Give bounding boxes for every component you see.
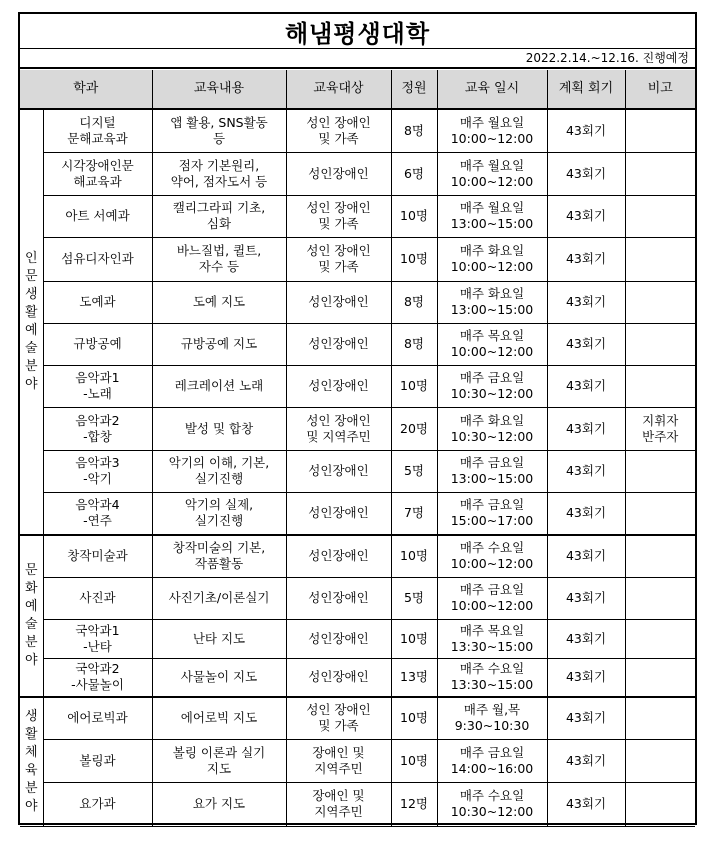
schedule-cell: 매주 화요일 10:30~12:00 bbox=[437, 407, 547, 450]
content-cell: 발성 및 합창 bbox=[152, 407, 286, 450]
content-cell: 악기의 이해, 기본, 실기진행 bbox=[152, 450, 286, 492]
note-cell bbox=[625, 492, 695, 535]
content-cell: 앱 활용, SNS활동 등 bbox=[152, 109, 286, 152]
capacity-cell: 8명 bbox=[391, 323, 437, 365]
sessions-cell: 43회기 bbox=[547, 697, 625, 739]
capacity-cell: 6명 bbox=[391, 152, 437, 195]
sessions-cell: 43회기 bbox=[547, 195, 625, 237]
dept-cell: 규방공예 bbox=[43, 323, 152, 365]
table-row bbox=[20, 782, 695, 826]
sessions-cell: 43회기 bbox=[547, 109, 625, 152]
table-row bbox=[20, 407, 695, 450]
course-table bbox=[20, 70, 695, 827]
target-cell: 성인장애인 bbox=[286, 658, 391, 697]
capacity-cell: 10명 bbox=[391, 619, 437, 658]
dept-cell: 음악과2 -합창 bbox=[43, 407, 152, 450]
schedule-cell: 매주 월,목 9:30~10:30 bbox=[437, 697, 547, 739]
header-content: 교육내용 bbox=[152, 70, 286, 109]
dept-cell: 국악과2 -사물놀이 bbox=[43, 658, 152, 697]
dept-cell: 디지털 문해교육과 bbox=[43, 109, 152, 152]
dept-cell: 사진과 bbox=[43, 577, 152, 619]
capacity-cell: 5명 bbox=[391, 450, 437, 492]
dept-cell: 시각장애인문 해교육과 bbox=[43, 152, 152, 195]
target-cell: 성인장애인 bbox=[286, 450, 391, 492]
target-cell: 성인 장애인 및 가족 bbox=[286, 109, 391, 152]
note-cell: 지휘자 반주자 bbox=[625, 407, 695, 450]
table-row bbox=[20, 658, 695, 697]
sessions-cell: 43회기 bbox=[547, 450, 625, 492]
note-cell bbox=[625, 237, 695, 281]
target-cell: 장애인 및 지역주민 bbox=[286, 739, 391, 782]
schedule-cell: 매주 화요일 10:00~12:00 bbox=[437, 237, 547, 281]
schedule-cell: 매주 월요일 10:00~12:00 bbox=[437, 109, 547, 152]
table-row bbox=[20, 739, 695, 782]
schedule-cell: 매주 월요일 10:00~12:00 bbox=[437, 152, 547, 195]
content-cell: 캘리그라피 기초, 심화 bbox=[152, 195, 286, 237]
dept-cell: 섬유디자인과 bbox=[43, 237, 152, 281]
table-row bbox=[20, 577, 695, 619]
target-cell: 성인 장애인 및 지역주민 bbox=[286, 407, 391, 450]
header-note: 비고 bbox=[625, 70, 695, 109]
dept-cell: 에어로빅과 bbox=[43, 697, 152, 739]
dept-cell: 음악과3 -악기 bbox=[43, 450, 152, 492]
document-title: 해냄평생대학 bbox=[20, 14, 695, 49]
dept-cell: 음악과1 -노래 bbox=[43, 365, 152, 407]
capacity-cell: 20명 bbox=[391, 407, 437, 450]
category-cell bbox=[20, 109, 43, 535]
target-cell: 성인 장애인 및 가족 bbox=[286, 697, 391, 739]
capacity-cell: 10명 bbox=[391, 535, 437, 577]
capacity-cell: 10명 bbox=[391, 739, 437, 782]
content-cell: 사물놀이 지도 bbox=[152, 658, 286, 697]
target-cell: 성인장애인 bbox=[286, 365, 391, 407]
document-frame bbox=[18, 12, 697, 825]
capacity-cell: 10명 bbox=[391, 195, 437, 237]
note-cell bbox=[625, 109, 695, 152]
capacity-cell: 8명 bbox=[391, 281, 437, 323]
header-row bbox=[20, 70, 695, 109]
category-label: 생활체육분야 bbox=[24, 708, 38, 814]
target-cell: 성인장애인 bbox=[286, 492, 391, 535]
header-target: 교육대상 bbox=[286, 70, 391, 109]
header-schedule: 교육 일시 bbox=[437, 70, 547, 109]
sessions-cell: 43회기 bbox=[547, 152, 625, 195]
dept-cell: 도예과 bbox=[43, 281, 152, 323]
target-cell: 성인 장애인 및 가족 bbox=[286, 195, 391, 237]
sessions-cell: 43회기 bbox=[547, 281, 625, 323]
sessions-cell: 43회기 bbox=[547, 782, 625, 826]
table-row bbox=[20, 195, 695, 237]
target-cell: 성인장애인 bbox=[286, 323, 391, 365]
table-row bbox=[20, 152, 695, 195]
content-cell: 도예 지도 bbox=[152, 281, 286, 323]
content-cell: 점자 기본원리, 약어, 점자도서 등 bbox=[152, 152, 286, 195]
capacity-cell: 7명 bbox=[391, 492, 437, 535]
schedule-cell: 매주 금요일 15:00~17:00 bbox=[437, 492, 547, 535]
capacity-cell: 13명 bbox=[391, 658, 437, 697]
note-cell bbox=[625, 697, 695, 739]
content-cell: 난타 지도 bbox=[152, 619, 286, 658]
table-row bbox=[20, 365, 695, 407]
capacity-cell: 10명 bbox=[391, 365, 437, 407]
table-row bbox=[20, 281, 695, 323]
category-cell bbox=[20, 535, 43, 697]
dept-cell: 요가과 bbox=[43, 782, 152, 826]
note-cell bbox=[625, 281, 695, 323]
table-row bbox=[20, 619, 695, 658]
schedule-cell: 매주 금요일 10:00~12:00 bbox=[437, 577, 547, 619]
schedule-cell: 매주 목요일 10:00~12:00 bbox=[437, 323, 547, 365]
sessions-cell: 43회기 bbox=[547, 407, 625, 450]
target-cell: 성인장애인 bbox=[286, 619, 391, 658]
target-cell: 성인장애인 bbox=[286, 281, 391, 323]
schedule-cell: 매주 수요일 10:00~12:00 bbox=[437, 535, 547, 577]
note-cell bbox=[625, 577, 695, 619]
sessions-cell: 43회기 bbox=[547, 323, 625, 365]
content-cell: 사진기초/이론실기 bbox=[152, 577, 286, 619]
note-cell bbox=[625, 535, 695, 577]
capacity-cell: 10명 bbox=[391, 237, 437, 281]
sessions-cell: 43회기 bbox=[547, 577, 625, 619]
content-cell: 규방공예 지도 bbox=[152, 323, 286, 365]
content-cell: 창작미술의 기본, 작품활동 bbox=[152, 535, 286, 577]
schedule-cell: 매주 금요일 13:00~15:00 bbox=[437, 450, 547, 492]
note-cell bbox=[625, 365, 695, 407]
sessions-cell: 43회기 bbox=[547, 492, 625, 535]
sessions-cell: 43회기 bbox=[547, 619, 625, 658]
content-cell: 악기의 실제, 실기진행 bbox=[152, 492, 286, 535]
target-cell: 성인 장애인 및 가족 bbox=[286, 237, 391, 281]
header-sessions: 계획 회기 bbox=[547, 70, 625, 109]
note-cell bbox=[625, 619, 695, 658]
dept-cell: 창작미술과 bbox=[43, 535, 152, 577]
dept-cell: 아트 서예과 bbox=[43, 195, 152, 237]
dept-cell: 볼링과 bbox=[43, 739, 152, 782]
schedule-cell: 매주 수요일 10:30~12:00 bbox=[437, 782, 547, 826]
schedule-cell: 매주 월요일 13:00~15:00 bbox=[437, 195, 547, 237]
category-label: 문화예술분야 bbox=[24, 563, 38, 668]
sessions-cell: 43회기 bbox=[547, 535, 625, 577]
capacity-cell: 5명 bbox=[391, 577, 437, 619]
schedule-cell: 매주 화요일 13:00~15:00 bbox=[437, 281, 547, 323]
header-capacity: 정원 bbox=[391, 70, 437, 109]
table-row bbox=[20, 323, 695, 365]
table-row bbox=[20, 492, 695, 535]
target-cell: 성인장애인 bbox=[286, 535, 391, 577]
table-row bbox=[20, 237, 695, 281]
header-dept: 학과 bbox=[20, 70, 152, 109]
content-cell: 요가 지도 bbox=[152, 782, 286, 826]
sessions-cell: 43회기 bbox=[547, 658, 625, 697]
schedule-cell: 매주 금요일 10:30~12:00 bbox=[437, 365, 547, 407]
table-row bbox=[20, 535, 695, 577]
note-cell bbox=[625, 658, 695, 697]
schedule-cell: 매주 금요일 14:00~16:00 bbox=[437, 739, 547, 782]
dept-cell: 국악과1 -난타 bbox=[43, 619, 152, 658]
schedule-cell: 매주 목요일 13:30~15:00 bbox=[437, 619, 547, 658]
category-label: 인문생활예술분야 bbox=[24, 251, 38, 392]
sessions-cell: 43회기 bbox=[547, 237, 625, 281]
dept-cell: 음악과4 -연주 bbox=[43, 492, 152, 535]
note-cell bbox=[625, 323, 695, 365]
capacity-cell: 8명 bbox=[391, 109, 437, 152]
table-row bbox=[20, 109, 695, 152]
sessions-cell: 43회기 bbox=[547, 739, 625, 782]
content-cell: 볼링 이론과 실기 지도 bbox=[152, 739, 286, 782]
content-cell: 바느질법, 퀼트, 자수 등 bbox=[152, 237, 286, 281]
target-cell: 장애인 및 지역주민 bbox=[286, 782, 391, 826]
target-cell: 성인장애인 bbox=[286, 152, 391, 195]
note-cell bbox=[625, 782, 695, 826]
capacity-cell: 12명 bbox=[391, 782, 437, 826]
note-cell bbox=[625, 450, 695, 492]
capacity-cell: 10명 bbox=[391, 697, 437, 739]
table-row bbox=[20, 697, 695, 739]
note-cell bbox=[625, 195, 695, 237]
period-text: 2022.2.14.~12.16. 진행예정 bbox=[20, 50, 695, 69]
content-cell: 에어로빅 지도 bbox=[152, 697, 286, 739]
note-cell bbox=[625, 152, 695, 195]
sessions-cell: 43회기 bbox=[547, 365, 625, 407]
table-row bbox=[20, 450, 695, 492]
schedule-cell: 매주 수요일 13:30~15:00 bbox=[437, 658, 547, 697]
target-cell: 성인장애인 bbox=[286, 577, 391, 619]
category-cell bbox=[20, 697, 43, 826]
content-cell: 레크레이션 노래 bbox=[152, 365, 286, 407]
note-cell bbox=[625, 739, 695, 782]
